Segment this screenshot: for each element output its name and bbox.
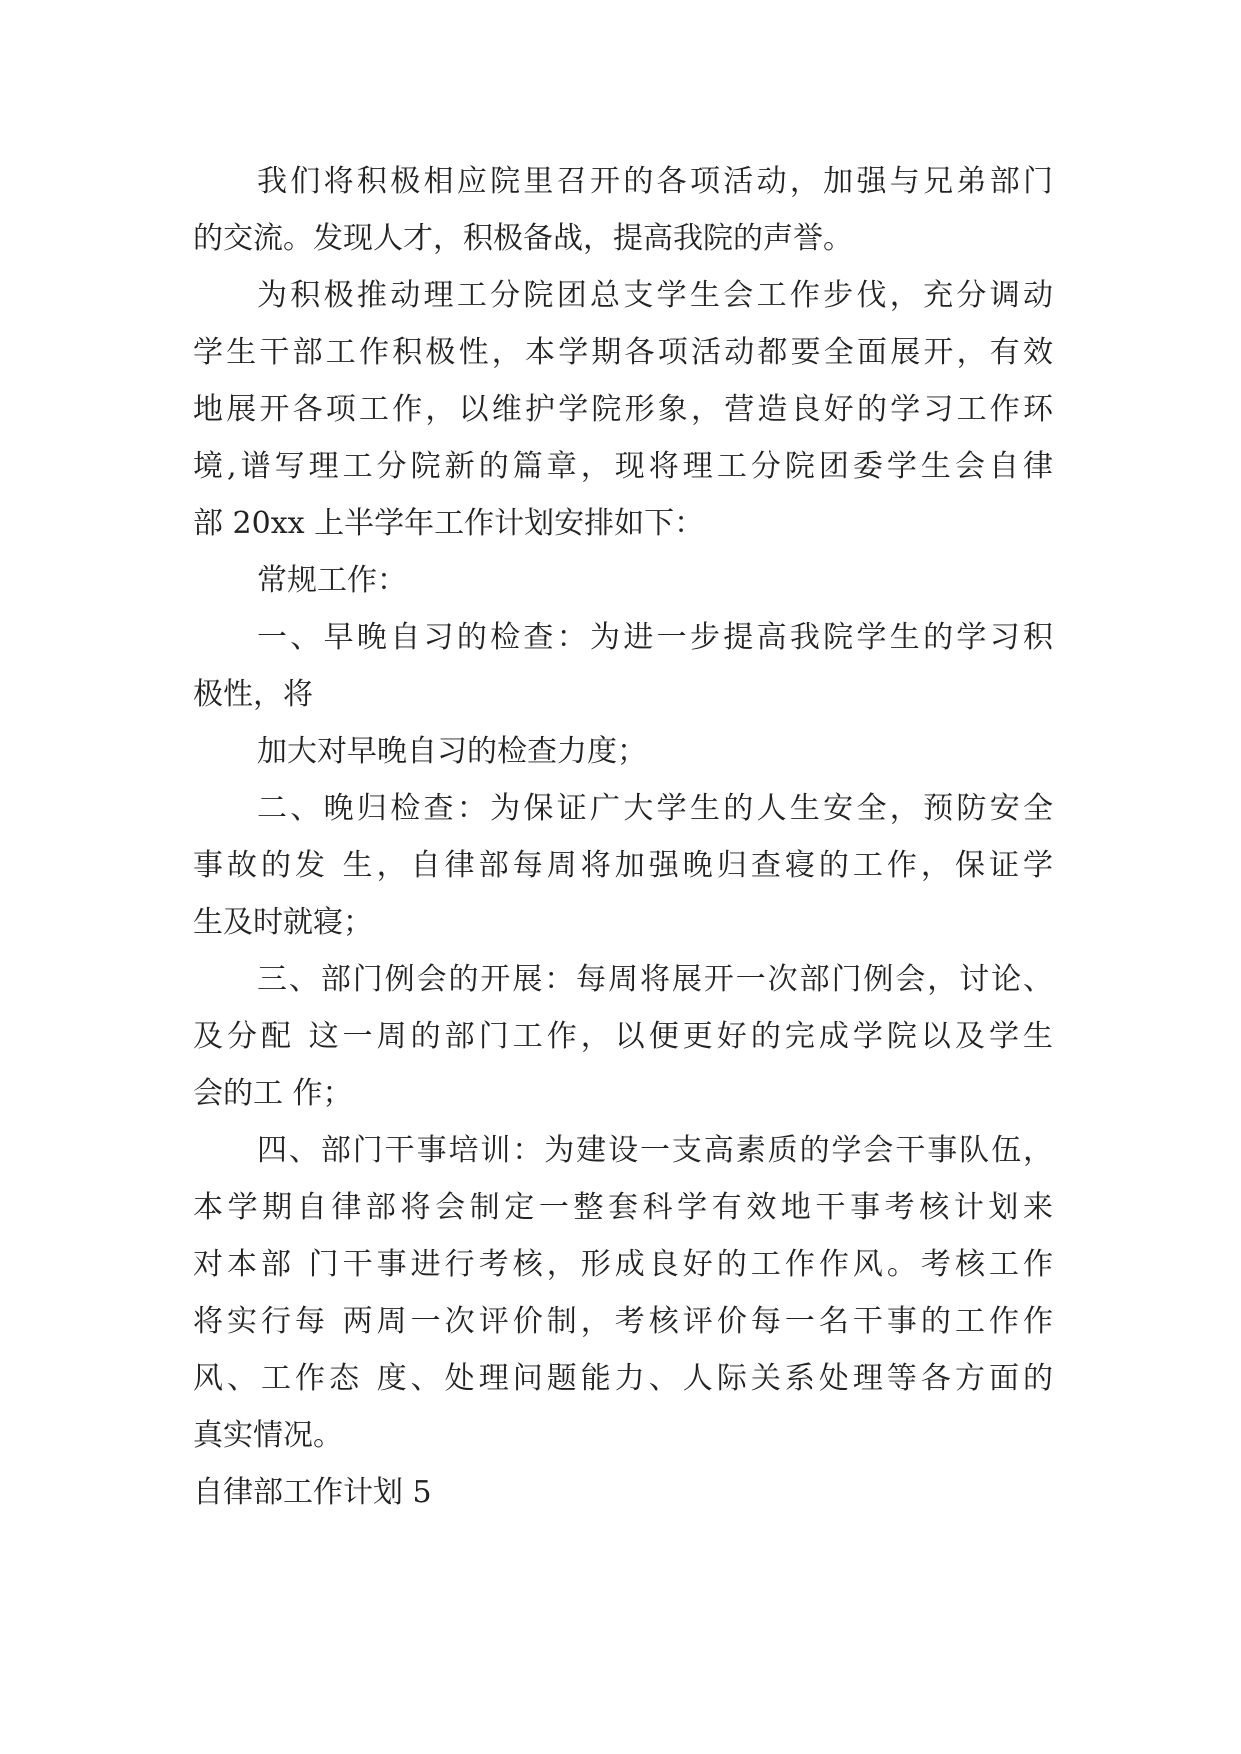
section-heading: 自律部工作计划 5 (193, 1475, 432, 1510)
paragraph-line: 我们将积极相应院里召开的各项活动，加强与兄弟部门 (257, 164, 1053, 199)
paragraph-line: 三、部门例会的开展：每周将展开一次部门例会，讨论、 (257, 962, 1053, 997)
paragraph-line: 四、部门干事培训：为建设一支高素质的学会干事队伍， (257, 1133, 1053, 1168)
paragraph-line: 将实行每 两周一次评价制，考核评价每一名干事的工作作 (193, 1304, 1053, 1339)
paragraph-line: 二、晚归检查：为保证广大学生的人生安全，预防安全 (257, 791, 1053, 826)
paragraph-line: 加大对早晚自习的检查力度； (257, 734, 647, 769)
paragraph-line: 会的工 作； (193, 1076, 353, 1111)
paragraph-line: 对本部 门干事进行考核，形成良好的工作作风。考核工作 (193, 1247, 1053, 1282)
paragraph-line: 及分配 这一周的部门工作，以便更好的完成学院以及学生 (193, 1019, 1053, 1054)
paragraph-line: 境,谱写理工分院新的篇章，现将理工分院团委学生会自律 (193, 449, 1053, 484)
paragraph-line: 一、早晚自习的检查：为进一步提高我院学生的学习积 (257, 620, 1053, 655)
paragraph-line: 为积极推动理工分院团总支学生会工作步伐，充分调动 (257, 278, 1053, 313)
paragraph-line: 本学期自律部将会制定一整套科学有效地干事考核计划来 (193, 1190, 1053, 1225)
paragraph-line: 极性，将 (193, 677, 313, 712)
paragraph-line: 部 20xx 上半学年工作计划安排如下： (193, 506, 705, 541)
paragraph-line: 真实情况。 (193, 1418, 343, 1453)
paragraph-line: 地展开各项工作，以维护学院形象，营造良好的学习工作环 (193, 392, 1053, 427)
paragraph-line: 事故的发 生，自律部每周将加强晚归查寝的工作，保证学 (193, 848, 1053, 883)
paragraph-line: 常规工作： (257, 563, 407, 598)
paragraph-line: 风、工作态 度、处理问题能力、人际关系处理等各方面的 (193, 1361, 1053, 1396)
paragraph-line: 学生干部工作积极性，本学期各项活动都要全面展开，有效 (193, 335, 1053, 370)
paragraph-line: 生及时就寝； (193, 905, 373, 940)
paragraph-line: 的交流。发现人才，积极备战，提高我院的声誉。 (193, 221, 853, 256)
